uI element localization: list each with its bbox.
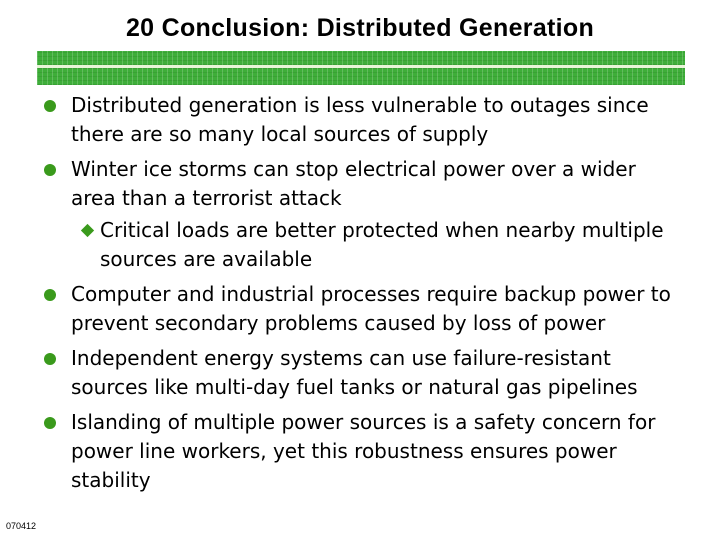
bullet-text: Computer and industrial processes require backup power to prevent secondary problems caused by loss of power [71,282,671,335]
bullet-item [44,155,684,213]
title-underline-bar [37,51,685,85]
bullet-text: Independent energy systems can use failure-resistant sources like multi-day fuel tanks or natural gas pipelines [71,346,638,399]
title-bar-stripe [37,65,685,68]
round-bullet-icon [44,417,56,429]
diamond-bullet-icon [81,224,94,237]
slide-code: 070412 [6,521,37,531]
sub-bullet-item [82,216,684,274]
bullet-item [44,280,684,338]
slide-title: 20 Conclusion: Distributed Generation [125,14,595,42]
bullet-item [44,344,684,402]
bullet-item [44,408,684,495]
bullet-text: Winter ice storms can stop electrical power over a wider area than a terrorist attack [71,157,636,210]
bullet-item [44,91,684,149]
bullet-text: Islanding of multiple power sources is a safety concern for power line workers, yet this robustness ensures power stability [71,410,656,492]
round-bullet-icon [44,100,56,112]
bullet-text: Distributed generation is less vulnerable to outages since there are so many local sources of supply [71,93,649,146]
round-bullet-icon [44,289,56,301]
round-bullet-icon [44,164,56,176]
sub-bullet-text: Critical loads are better protected when nearby multiple sources are available [100,218,664,271]
bullet-list [44,91,684,501]
round-bullet-icon [44,353,56,365]
